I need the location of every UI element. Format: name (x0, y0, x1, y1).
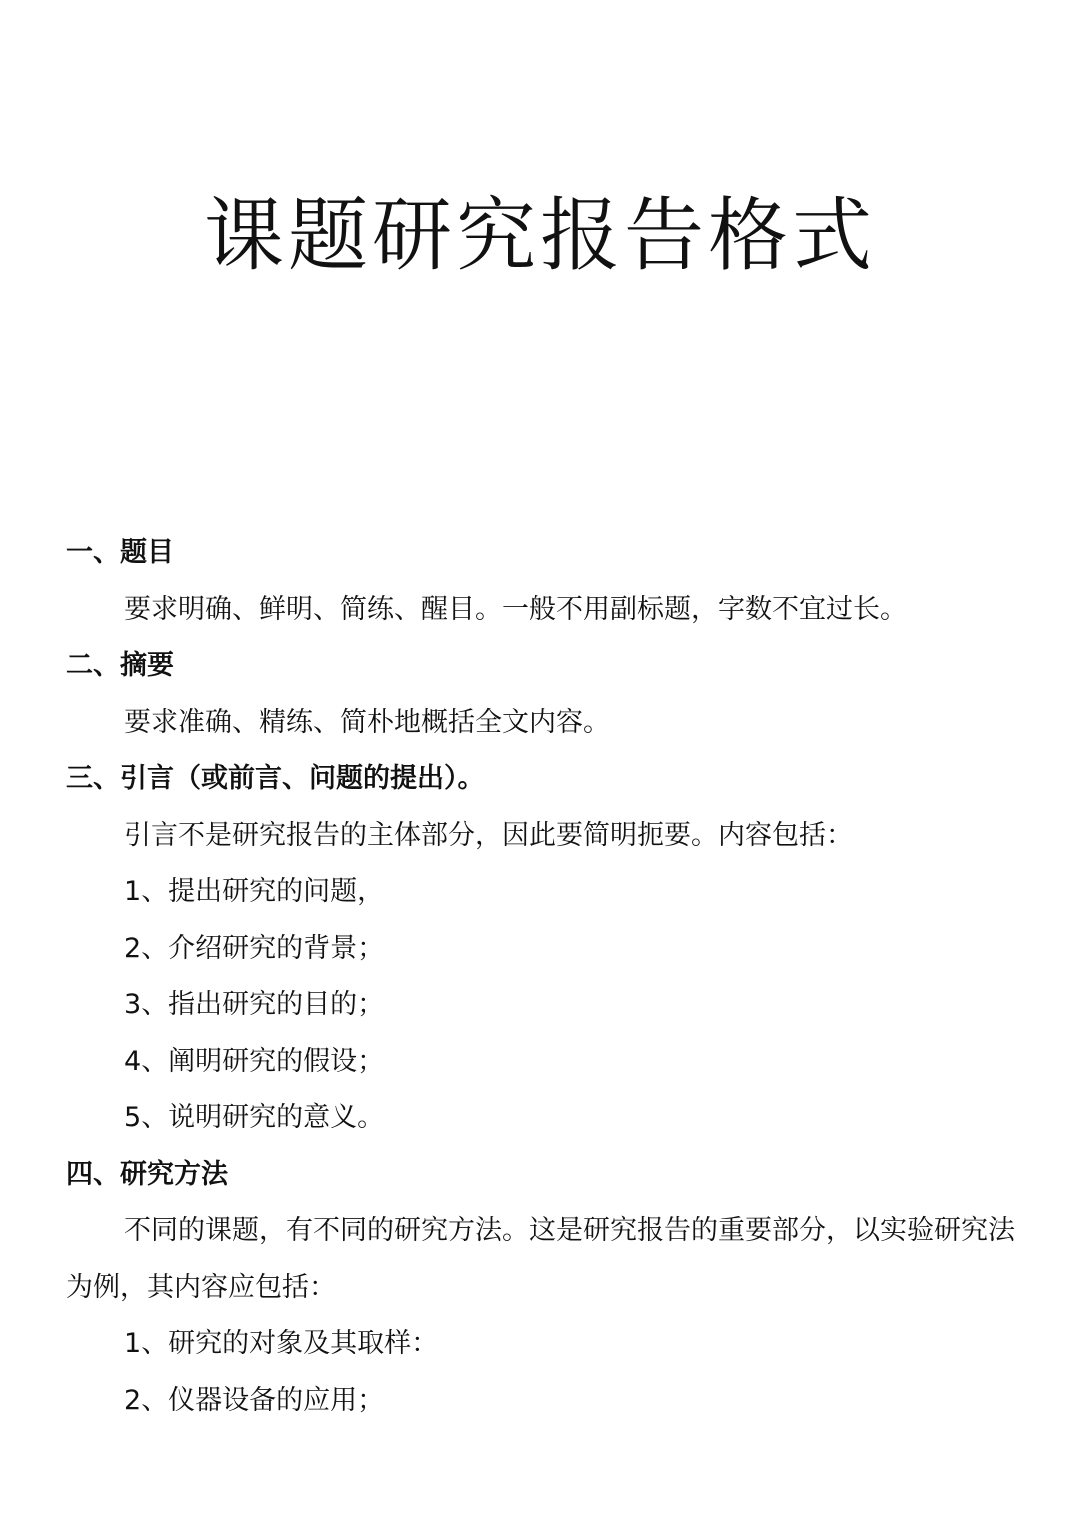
list-item-number: 4 (124, 1045, 142, 1077)
list-item (66, 977, 1026, 1034)
list-item (66, 1373, 1026, 1430)
list-item-number: 3 (124, 989, 142, 1020)
section-body: 不同的课题，有不同的研究方法。这是研究报告的重要部分，以实验研究法为例，其内容应包括： (66, 1215, 1015, 1303)
list-item-number: 1 (124, 1328, 142, 1359)
list-item (66, 864, 1026, 921)
list-item-text: 、阐明研究的假设； (141, 1045, 385, 1077)
list-item-number: 5 (124, 1102, 142, 1133)
list-item-text: 、仪器设备的应用； (141, 1384, 385, 1416)
list-item (66, 1316, 1026, 1373)
list-item (66, 1090, 1026, 1147)
document-body (66, 525, 1026, 1429)
list-item-number: 2 (124, 1384, 142, 1416)
section-body: 要求准确、精练、简朴地概括全文内容。 (124, 706, 610, 738)
section-heading: 二、摘要 (66, 650, 174, 681)
list-item-text: 、说明研究的意义。 (141, 1102, 385, 1133)
document-title: 课题研究报告格式 (204, 189, 876, 282)
section-heading: 四、研究方法 (66, 1158, 228, 1190)
list-item (66, 921, 1026, 978)
list-item-number: 1 (124, 876, 142, 907)
list-item-text: 、介绍研究的背景； (141, 932, 385, 964)
section-heading: 三、引言（或前言、问题的提出）。 (66, 763, 485, 794)
list-item-text: 、提出研究的问题， (141, 876, 385, 907)
list-item-text: 、研究的对象及其取样： (141, 1328, 439, 1359)
section-body: 要求明确、鲜明、简练、醒目。一般不用副标题，字数不宜过长。 (124, 593, 907, 625)
list-item (66, 1034, 1026, 1091)
section-body: 引言不是研究报告的主体部分，因此要简明扼要。内容包括： (124, 819, 853, 851)
list-item-text: 、指出研究的目的； (141, 989, 385, 1020)
list-item-number: 2 (124, 932, 142, 964)
section-heading: 一、题目 (66, 537, 174, 568)
